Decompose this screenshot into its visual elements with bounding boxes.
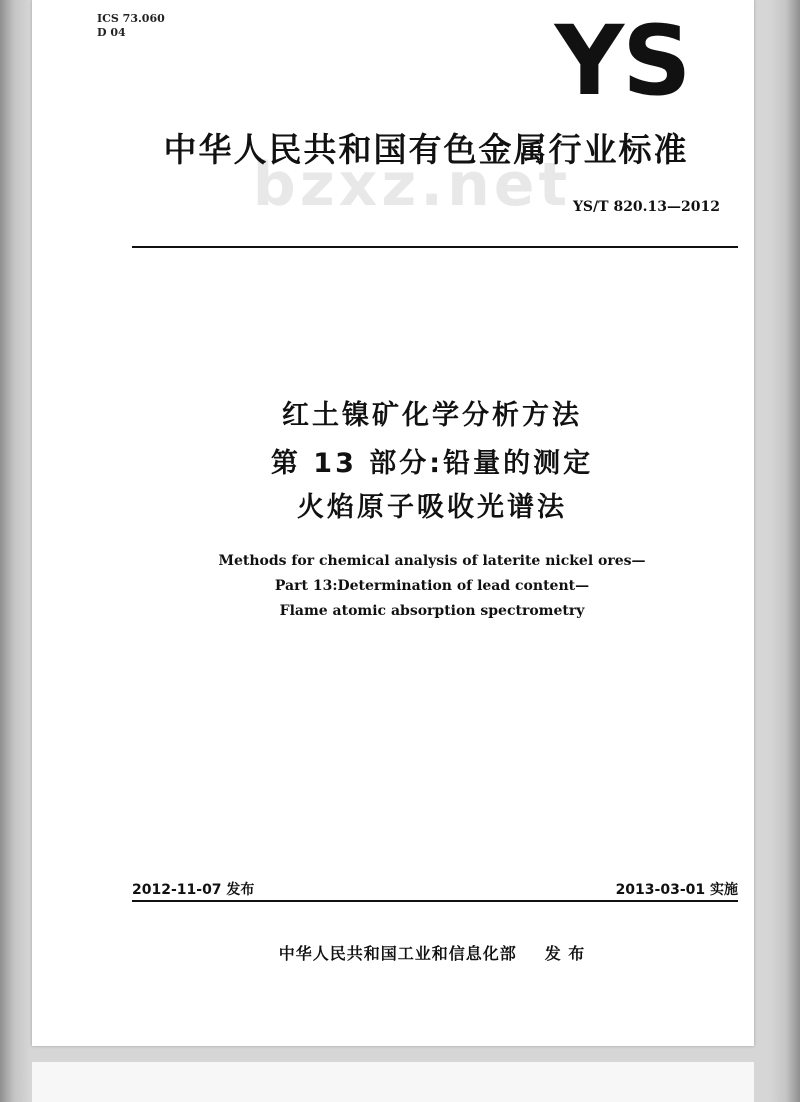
ys-logo-text: YS — [554, 14, 690, 100]
ys-logo-icon — [542, 14, 702, 100]
implementation-date: 2013-03-01 实施 — [615, 882, 738, 898]
bottom-divider — [132, 900, 738, 902]
issuer-name: 中华人民共和国工业和信息化部 — [278, 944, 517, 963]
issuer-line — [132, 941, 732, 964]
ics-code: ICS 73.060 — [97, 12, 165, 25]
standard-number: YS/T 820.13—2012 — [572, 199, 720, 215]
en-title-line-1: Methods for chemical analysis of laterite nickel ores— — [218, 553, 646, 569]
en-title-line-3: Flame atomic absorption spectrometry — [279, 603, 585, 619]
next-page-edge — [32, 1062, 754, 1102]
cn-title-line-2: 第 13 部分:铅量的测定 — [270, 448, 594, 479]
issue-date: 2012-11-07 发布 — [132, 882, 255, 898]
issuer-action: 发 布 — [544, 944, 586, 963]
watermark: bzxz.net — [252, 150, 572, 220]
standard-category-title: 中华人民共和国有色金属行业标准 — [163, 130, 689, 169]
class-code: D 04 — [97, 26, 126, 39]
en-title-line-2: Part 13:Determination of lead content— — [274, 578, 590, 594]
cn-title-line-1: 红土镍矿化学分析方法 — [282, 400, 582, 431]
top-divider — [132, 246, 738, 248]
cn-title-line-3: 火焰原子吸收光谱法 — [297, 492, 567, 523]
classification-codes — [97, 12, 165, 40]
document-page — [32, 0, 754, 1046]
